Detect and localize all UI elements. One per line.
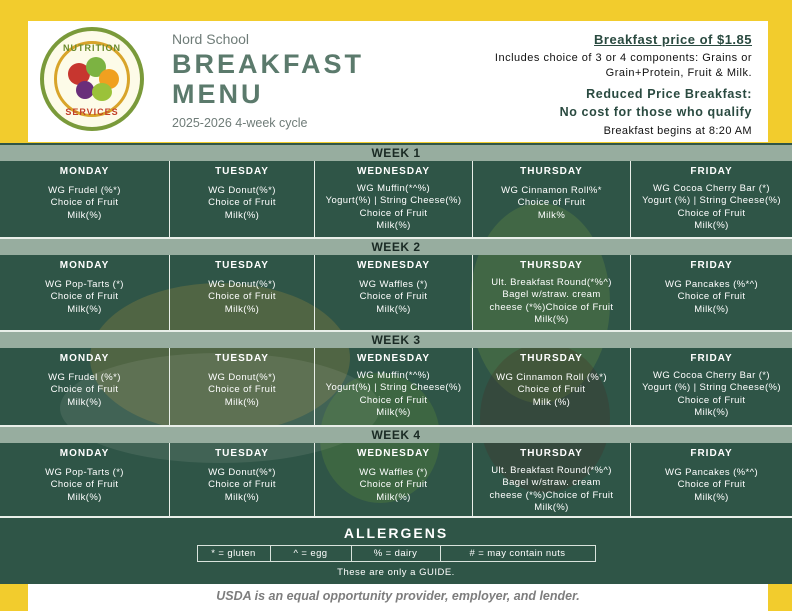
menu-item: Milk(%) xyxy=(376,220,411,231)
day-name: TUESDAY xyxy=(215,353,269,364)
menu-item: WG Cinnamon Roll%* xyxy=(501,184,602,196)
menu-item: Milk(%) xyxy=(224,491,260,503)
menu-item: Milk(%) xyxy=(67,491,102,503)
day-name: TUESDAY xyxy=(215,166,269,177)
allergens-section xyxy=(0,519,792,584)
start-time: Breakfast begins at 8:20 AM xyxy=(603,125,752,137)
menu-items xyxy=(0,185,169,223)
menu-item: Choice of Fruit xyxy=(677,291,746,302)
menu-cell-monday xyxy=(0,255,170,330)
menu-item: Milk(%) xyxy=(376,491,411,503)
menu-item: Milk(%) xyxy=(67,303,102,315)
menu-item: Milk(%) xyxy=(224,209,260,221)
allergen-gluten: * = gluten xyxy=(198,546,271,561)
components-info xyxy=(495,51,752,81)
menu-item: Milk(%) xyxy=(376,407,411,418)
menu-cell-monday xyxy=(0,348,170,425)
page-title xyxy=(172,49,364,109)
menu-cell-tuesday xyxy=(170,348,315,425)
menu-items xyxy=(631,279,792,317)
allergen-legend xyxy=(197,545,596,562)
title-line-1: BREAKFAST xyxy=(172,49,365,79)
menu-item: WG Pancakes (%*^) xyxy=(664,278,759,290)
day-name: THURSDAY xyxy=(520,166,583,177)
menu-item: WG Cocoa Cherry Bar (*) xyxy=(653,182,770,194)
menu-item: Choice of Fruit xyxy=(677,207,746,219)
reduced-line-2: No cost for those who qualify xyxy=(559,105,752,119)
menu-item: Choice of Fruit xyxy=(208,384,276,395)
menu-item: Choice of Fruit xyxy=(50,479,119,490)
allergens-heading: ALLERGENS xyxy=(343,525,449,541)
menu-item: Choice of Fruit xyxy=(517,384,586,395)
menu-items xyxy=(0,467,169,505)
menu-cycle: 2025-2026 4-week cycle xyxy=(172,116,308,130)
menu-items xyxy=(473,277,630,327)
week-4-header: WEEK 4 xyxy=(0,427,792,443)
menu-item: WG Frudel (%*) xyxy=(48,184,121,196)
day-name: MONDAY xyxy=(59,260,110,271)
day-name: FRIDAY xyxy=(690,166,733,177)
menu-items xyxy=(631,183,792,233)
menu-item: Milk(%) xyxy=(694,220,729,231)
menu-item: Milk(%) xyxy=(376,303,411,315)
menu-item: Milk(%) xyxy=(534,314,569,325)
week-4-row xyxy=(0,443,792,518)
menu-item: Choice of Fruit xyxy=(50,384,119,395)
day-name: WEDNESDAY xyxy=(356,260,431,271)
menu-item: Choice of Fruit xyxy=(208,479,276,490)
menu-cell-friday xyxy=(631,255,792,330)
menu-item: Milk(%) xyxy=(67,396,102,408)
day-name: THURSDAY xyxy=(520,448,583,459)
logo-bottom-text: SERVICES xyxy=(65,107,119,117)
menu-cell-tuesday xyxy=(170,443,315,516)
menu-items xyxy=(315,279,472,317)
menu-item: WG Donut(%*) xyxy=(208,184,276,196)
menu-cell-thursday xyxy=(473,255,631,330)
menu-cell-thursday xyxy=(473,348,631,425)
menu-item: Yogurt (%) | String Cheese(%) xyxy=(642,382,781,393)
allergen-note: These are only a GUIDE. xyxy=(337,567,455,578)
title-line-2: MENU xyxy=(172,79,264,109)
day-name: MONDAY xyxy=(59,353,110,364)
header-panel xyxy=(28,21,768,142)
menu-item: WG Cinnamon Roll (%*) xyxy=(496,371,607,383)
menu-cell-monday xyxy=(0,161,170,237)
menu-cell-tuesday xyxy=(170,161,315,237)
week-2-header: WEEK 2 xyxy=(0,239,792,255)
menu-items xyxy=(170,467,314,505)
day-name: THURSDAY xyxy=(520,353,583,364)
menu-cell-thursday xyxy=(473,443,631,516)
menu-item: Choice of Fruit xyxy=(50,291,119,302)
day-name: TUESDAY xyxy=(215,260,269,271)
day-name: TUESDAY xyxy=(215,448,269,459)
menu-item: WG Muffin(*^%) xyxy=(356,182,431,194)
menu-item: Yogurt(%) | String Cheese(%) xyxy=(325,382,462,393)
day-name: FRIDAY xyxy=(690,353,733,364)
menu-item: Choice of Fruit xyxy=(359,291,428,302)
menu-item: Choice of Fruit xyxy=(677,479,746,490)
menu-item: cheese (*%)Choice of Fruit xyxy=(489,301,614,313)
menu-item: Choice of Fruit xyxy=(359,479,428,490)
menu-item: Yogurt (%) | String Cheese(%) xyxy=(642,195,781,206)
allergen-dairy: % = dairy xyxy=(352,546,441,561)
menu-cell-wednesday xyxy=(315,161,473,237)
menu-items xyxy=(631,467,792,505)
menu-cell-friday xyxy=(631,161,792,237)
reduced-price-info xyxy=(495,85,752,121)
menu-item: Milk% xyxy=(537,209,566,221)
menu-item: Choice of Fruit xyxy=(359,394,428,406)
components-line-2: Grain+Protein, Fruit & Milk. xyxy=(605,67,752,79)
menu-item: Ult. Breakfast Round(*%^) xyxy=(491,464,612,476)
menu-grid xyxy=(0,143,792,519)
price-info xyxy=(495,32,752,137)
menu-item: Choice of Fruit xyxy=(677,394,746,406)
usda-statement: USDA is an equal opportunity provider, employer, and lender. xyxy=(28,584,768,611)
menu-item: Milk(%) xyxy=(224,303,260,315)
week-2-row xyxy=(0,255,792,332)
menu-item: WG Muffin(*^%) xyxy=(356,369,431,381)
menu-item: WG Frudel (%*) xyxy=(48,371,121,383)
logo-top-text: NUTRITION xyxy=(63,43,121,53)
week-1-header: WEEK 1 xyxy=(0,145,792,161)
menu-item: Milk(%) xyxy=(694,491,729,503)
menu-items xyxy=(170,372,314,410)
menu-cell-friday xyxy=(631,348,792,425)
nutrition-services-logo xyxy=(40,27,144,131)
reduced-line-1: Reduced Price Breakfast: xyxy=(586,87,752,101)
menu-item: WG Pop-Tarts (*) xyxy=(45,278,124,290)
breakfast-price: Breakfast price of $1.85 xyxy=(594,32,752,47)
menu-cell-friday xyxy=(631,443,792,516)
menu-item: WG Donut(%*) xyxy=(208,371,276,383)
menu-items xyxy=(170,185,314,223)
menu-cell-tuesday xyxy=(170,255,315,330)
menu-item: Choice of Fruit xyxy=(208,197,276,208)
day-name: MONDAY xyxy=(59,448,110,459)
allergen-nuts: # = may contain nuts xyxy=(469,548,566,559)
day-name: MONDAY xyxy=(59,166,110,177)
menu-items xyxy=(315,467,472,505)
menu-item: Milk(%) xyxy=(694,407,729,418)
school-name: Nord School xyxy=(172,31,250,47)
menu-items xyxy=(0,372,169,410)
menu-item: WG Cocoa Cherry Bar (*) xyxy=(653,369,770,381)
menu-item: WG Donut(%*) xyxy=(208,278,276,290)
menu-cell-thursday xyxy=(473,161,631,237)
day-name: WEDNESDAY xyxy=(356,353,431,364)
menu-item: Milk(%) xyxy=(534,502,569,513)
week-1-row xyxy=(0,161,792,239)
menu-item: Yogurt(%) | String Cheese(%) xyxy=(325,195,462,206)
menu-item: Milk(%) xyxy=(224,396,260,408)
day-name: FRIDAY xyxy=(690,260,733,271)
menu-items xyxy=(315,370,472,420)
menu-items xyxy=(473,185,630,223)
menu-item: Milk (%) xyxy=(532,396,571,408)
pear-icon xyxy=(92,83,112,101)
day-name: WEDNESDAY xyxy=(356,166,431,177)
menu-cell-monday xyxy=(0,443,170,516)
menu-items xyxy=(473,372,630,410)
menu-item: WG Pop-Tarts (*) xyxy=(45,466,124,478)
menu-item: WG Waffles (*) xyxy=(359,278,428,290)
menu-item: Choice of Fruit xyxy=(517,197,586,208)
menu-item: Bagel w/straw. cream xyxy=(502,477,601,488)
week-3-row xyxy=(0,348,792,427)
menu-item: Ult. Breakfast Round(*%^) xyxy=(491,276,612,288)
menu-items xyxy=(631,370,792,420)
menu-items xyxy=(473,465,630,515)
menu-items xyxy=(315,183,472,233)
day-name: THURSDAY xyxy=(520,260,583,271)
menu-cell-wednesday xyxy=(315,348,473,425)
menu-item: Choice of Fruit xyxy=(208,291,276,302)
menu-cell-wednesday xyxy=(315,443,473,516)
menu-items xyxy=(170,279,314,317)
menu-item: WG Pancakes (%*^) xyxy=(664,466,759,478)
menu-items xyxy=(0,279,169,317)
menu-item: WG Donut(%*) xyxy=(208,466,276,478)
components-line-1: Includes choice of 3 or 4 components: Grains or xyxy=(494,52,752,64)
menu-cell-wednesday xyxy=(315,255,473,330)
menu-item: Milk(%) xyxy=(67,209,102,221)
menu-item: Choice of Fruit xyxy=(50,197,119,208)
menu-item: cheese (*%)Choice of Fruit xyxy=(489,489,614,501)
menu-item: Choice of Fruit xyxy=(359,207,428,219)
menu-item: WG Waffles (*) xyxy=(359,466,428,478)
day-name: WEDNESDAY xyxy=(356,448,431,459)
day-name: FRIDAY xyxy=(690,448,733,459)
week-3-header: WEEK 3 xyxy=(0,332,792,348)
menu-item: Bagel w/straw. cream xyxy=(502,289,601,300)
allergen-egg: ^ = egg xyxy=(271,546,352,561)
menu-item: Milk(%) xyxy=(694,303,729,315)
